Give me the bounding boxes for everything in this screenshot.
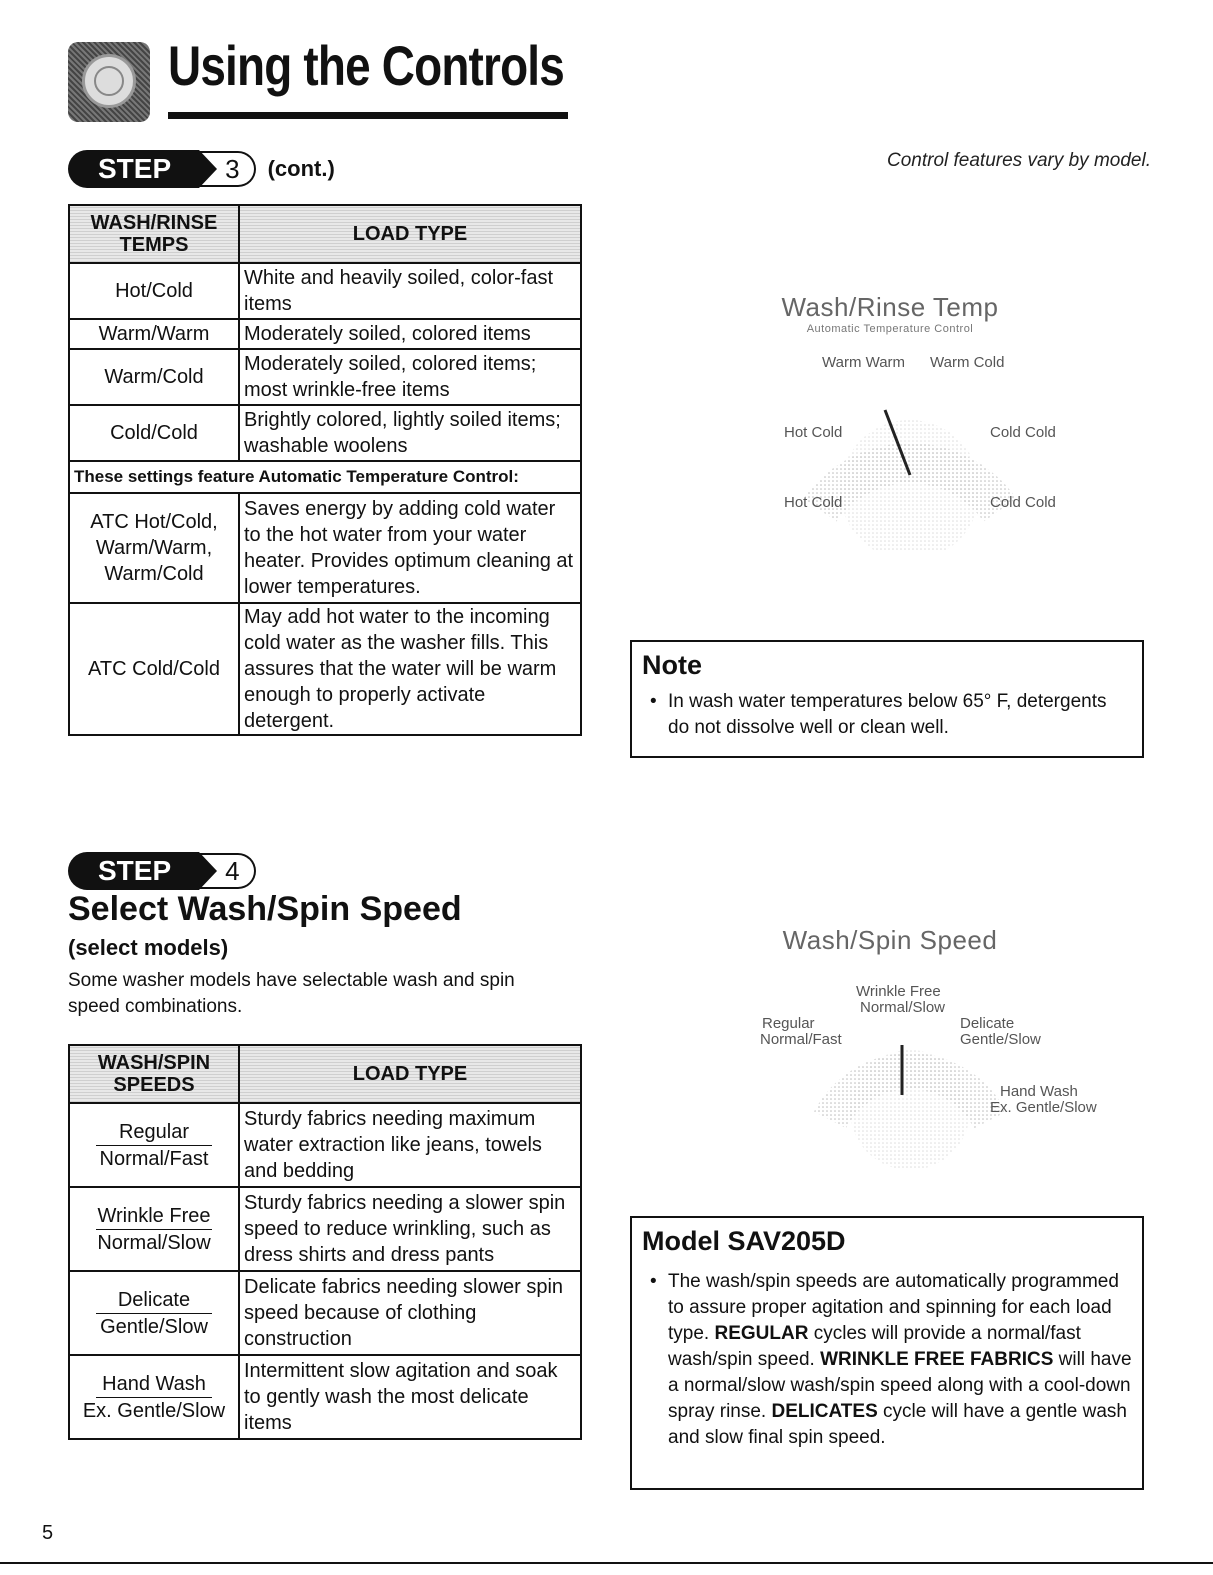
atc-feature-label: These settings feature Automatic Temperature Control: xyxy=(69,461,581,493)
step-label: STEP xyxy=(68,150,199,188)
wash-rinse-dial-diagram xyxy=(700,292,1080,335)
title-underline xyxy=(168,112,568,119)
temp-cell: ATC Hot/Cold, Warm/Warm, Warm/Cold xyxy=(69,493,239,603)
dial-title: Wash/Rinse Temp xyxy=(781,292,999,322)
dial-label: Hand Wash xyxy=(1000,1083,1078,1100)
dial-label: Normal/Slow xyxy=(860,999,946,1016)
wash-spin-table xyxy=(68,1044,582,1440)
table-row xyxy=(69,603,581,735)
step-cont-label: (cont.) xyxy=(267,156,335,181)
wash-spin-dial-diagram xyxy=(720,925,1060,956)
table-row xyxy=(69,1355,581,1439)
load-cell: Delicate fabrics needing slower spin speed because of clothing construction xyxy=(239,1271,581,1355)
model-text: • The wash/spin speeds are automatically programmed to assure proper agitation and spinning for each load type. REGULAR cycles will provide a normal/fast wash/spin speed. WRINKLE FREE FABRICS will have a normal/slow wash/spin speed along with a cool-down spray rinse. DELICATES cycle will have a gentle wash and slow final spin speed. xyxy=(642,1269,1132,1451)
note-box xyxy=(630,640,1144,758)
load-cell: Moderately soiled, colored items xyxy=(239,319,581,349)
dial-label: Cold Cold xyxy=(990,424,1056,441)
speed-top: Regular xyxy=(118,1120,190,1143)
dial-label: Cold Cold xyxy=(990,494,1056,511)
step-number: 4 xyxy=(199,853,255,889)
table-row xyxy=(69,1271,581,1355)
page-title: Using the Controls xyxy=(168,34,564,97)
load-cell: Brightly colored, lightly soiled items; washable woolens xyxy=(239,405,581,461)
speed-bottom: Normal/Slow xyxy=(97,1231,211,1254)
load-cell: Sturdy fabrics needing a slower spin speed to reduce wrinkling, such as dress shirts and dress pants xyxy=(239,1187,581,1271)
model-variation-note: Control features vary by model. xyxy=(886,150,1151,171)
page-number: 5 xyxy=(42,1522,54,1544)
step-4-badge xyxy=(68,852,256,890)
note-text: • In wash water temperatures below 65° F, detergents do not dissolve well or clean well. xyxy=(642,689,1132,741)
dial-label: Normal/Fast xyxy=(760,1031,842,1048)
table-row xyxy=(69,493,581,603)
speed-top: Wrinkle Free xyxy=(97,1204,211,1227)
dial-label: Warm Cold xyxy=(930,354,1005,371)
temp-cell: Warm/Warm xyxy=(69,319,239,349)
step-3-badge xyxy=(68,150,335,188)
temp-cell: Hot/Cold xyxy=(69,263,239,319)
load-cell: Sturdy fabrics needing maximum water extraction like jeans, towels and bedding xyxy=(239,1103,581,1187)
dial-label: Wrinkle Free xyxy=(856,983,941,1000)
dial-label: Hot Cold xyxy=(784,424,843,441)
dial-label: Gentle/Slow xyxy=(960,1031,1041,1048)
table-row xyxy=(69,1187,581,1271)
wash-rinse-table xyxy=(68,204,582,736)
load-cell: Intermittent slow agitation and soak to gently wash the most delicate items xyxy=(239,1355,581,1439)
dial-label: Warm Warm xyxy=(822,354,906,371)
speed-bottom: Normal/Fast xyxy=(99,1147,209,1170)
dial-subtitle: Automatic Temperature Control xyxy=(806,323,974,335)
temp-cell: Warm/Cold xyxy=(69,349,239,405)
speed-top: Hand Wash xyxy=(102,1372,206,1395)
load-cell: May add hot water to the incoming cold water as the washer fills. This assures that the water will be warm enough to properly activate detergent. xyxy=(239,603,581,735)
section-subheading: (select models) xyxy=(68,935,229,960)
table-header-temps: WASH/RINSE TEMPS xyxy=(69,205,239,263)
load-cell: White and heavily soiled, color-fast items xyxy=(239,263,581,319)
temp-cell: Cold/Cold xyxy=(69,405,239,461)
load-cell: Saves energy by adding cold water to the hot water from your water heater. Provides optimum cleaning at lower temperatures. xyxy=(239,493,581,603)
load-cell: Moderately soiled, colored items; most wrinkle-free items xyxy=(239,349,581,405)
table-row xyxy=(69,319,581,349)
table-row xyxy=(69,263,581,319)
table-row xyxy=(69,1103,581,1187)
step-label: STEP xyxy=(68,852,199,890)
footer-rule xyxy=(0,1562,1213,1564)
speed-top: Delicate xyxy=(117,1288,191,1311)
table-header-load: LOAD TYPE xyxy=(239,1045,581,1103)
dial-label: Hot Cold xyxy=(784,494,843,511)
model-heading: Model SAV205D xyxy=(642,1226,846,1256)
section-description: Some washer models have selectable wash and spin speed combinations. xyxy=(68,970,515,1017)
table-header-load: LOAD TYPE xyxy=(239,205,581,263)
feature-row xyxy=(69,461,581,493)
note-heading: Note xyxy=(642,650,702,680)
dial-title: Wash/Spin Speed xyxy=(782,925,998,955)
step-number: 3 xyxy=(199,151,255,187)
dial-label: Regular xyxy=(762,1015,815,1032)
table-header-speeds: WASH/SPIN SPEEDS xyxy=(69,1045,239,1103)
dial-logo-icon xyxy=(68,42,150,122)
table-row xyxy=(69,405,581,461)
section-heading: Select Wash/Spin Speed xyxy=(68,890,462,928)
speed-bottom: Ex. Gentle/Slow xyxy=(82,1399,226,1422)
speed-bottom: Gentle/Slow xyxy=(100,1315,208,1338)
temperature-dial-icon xyxy=(780,340,1040,550)
table-row xyxy=(69,349,581,405)
dial-label: Ex. Gentle/Slow xyxy=(990,1099,1097,1116)
temp-cell: ATC Cold/Cold xyxy=(69,603,239,735)
model-info-box xyxy=(630,1216,1144,1490)
dial-label: Delicate xyxy=(960,1015,1015,1032)
